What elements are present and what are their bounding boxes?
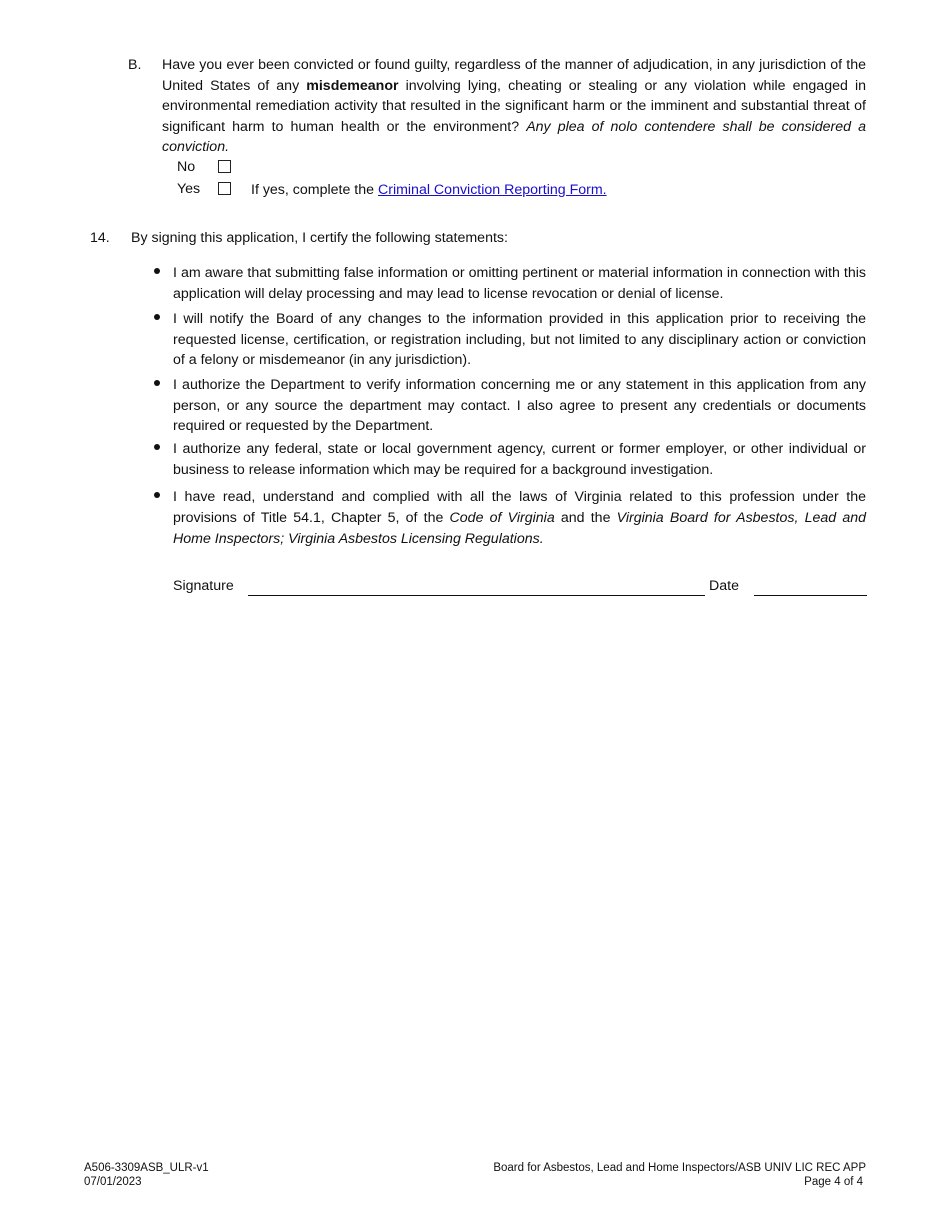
page-number: Page 4 of 4 [804,1175,863,1188]
no-option-label: No [177,159,196,175]
section-14-number: 14. [90,230,110,246]
bullet-dot [154,444,160,450]
no-checkbox[interactable] [218,160,231,173]
form-date: 07/01/2023 [84,1175,142,1188]
yes-option-label: Yes [177,181,201,197]
bullet-5-part2: and the [554,510,617,526]
bullet-5-code-of-virginia: Code of Virginia [449,510,555,526]
bullet-dot [154,380,160,386]
question-b-text [162,55,866,158]
question-b-text-part2: involving lying, cheating or stealing or any violation while engaged in environmental remediation activity that resulted in the significant harm or the imminent and substantial threat of significant harm to human health or the environment? [162,77,866,135]
question-b-bold-term: misdemeanor [306,77,399,94]
certification-bullet-4: I authorize any federal, state or local government agency, current or former employer, or other individual or business to release information which may be required for a background investigation. [173,441,866,478]
yes-instruction [251,180,607,201]
certification-bullet-5 [173,487,866,550]
board-title: Board for Asbestos, Lead and Home Inspectors/ASB UNIV LIC REC APP [493,1162,866,1174]
question-b-text-part1: Have you ever been convicted or found guilty, regardless of the manner of adjudication, in any jurisdiction of the United States of any [162,57,866,94]
yes-instruction-text: If yes, complete the [251,182,378,198]
footer-right [493,1162,866,1189]
bullet-5-part1: I have read, understand and complied with all the laws of Virginia related to this profession under the provisions of Title 54.1, Chapter 5, of the [173,489,866,526]
bullet-dot [154,268,160,274]
certification-bullet-2: I will notify the Board of any changes to the information provided in this application prior to receiving the requested license, certification, or registration including, but not limited to any disciplinary action or conviction of a felony or misdemeanor (in any jurisdiction). [173,311,866,368]
bullet-dot [154,492,160,498]
date-label: Date [709,578,739,594]
question-b-label: B. [128,57,142,73]
question-b-italic-note: Any plea of nolo contendere shall be considered a conviction. [162,118,866,155]
signature-label: Signature [173,578,234,594]
bullet-5-regulations: Virginia Board for Asbestos, Lead and Home Inspectors; Virginia Asbestos Licensing Regulations. [173,510,866,547]
certification-bullet-1: I am aware that submitting false information or omitting pertinent or material information in connection with this application will delay processing and may lead to license revocation or denial of license. [173,265,866,302]
date-line[interactable] [754,595,867,596]
section-14-intro: By signing this application, I certify the following statements: [131,230,508,246]
criminal-conviction-form-link[interactable]: Criminal Conviction Reporting Form. [377,182,607,198]
bullet-dot [154,314,160,320]
yes-checkbox[interactable] [218,182,231,195]
form-id: A506-3309ASB_ULR-v1 [84,1162,209,1174]
footer-left [84,1162,209,1189]
certification-bullet-3: I authorize the Department to verify information concerning me or any statement in this application from any person, or any source the department may contact. I also agree to present any credentials or documents required or requested by the Department. [173,377,866,434]
signature-line[interactable] [248,595,705,596]
